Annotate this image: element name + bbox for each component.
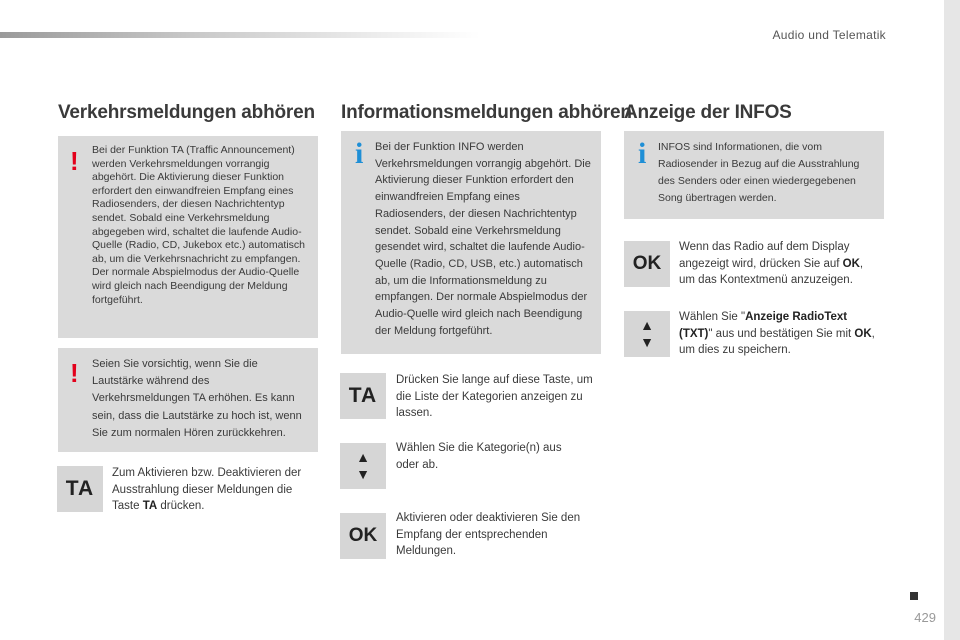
ok-context-menu-text: Wenn das Radio auf dem Display angezeigt wird, drücken Sie auf OK, um das Kontextmenü anzuzeigen. xyxy=(679,241,864,286)
arrow-down-icon: ▼ xyxy=(640,334,654,350)
page-marker xyxy=(910,592,918,600)
ta-key-icon: TA xyxy=(340,373,386,419)
ta-key-icon: TA xyxy=(57,466,103,512)
page-number: 429 xyxy=(914,610,936,625)
ta-longpress-text: Drücken Sie lange auf diese Taste, um die Liste der Kategorien anzeigen zu lassen. xyxy=(396,374,593,419)
arrow-keys-icon xyxy=(624,311,670,357)
heading-verkehrsmeldungen: Verkehrsmeldungen abhören xyxy=(58,102,315,123)
page-edge-strip xyxy=(944,0,960,640)
warning-text-volume: Seien Sie vorsichtig, wenn Sie die Lautstärke während des Verkehrsmeldungen TA erhöhen. Es kann sein, dass die Lautstärke zu hoch ist, wenn Sie zum normalen Hören zurückkehren. xyxy=(92,358,302,439)
warning-box-volume xyxy=(58,348,318,452)
warning-text-ta: Bei der Funktion TA (Traffic Announcement) werden Verkehrsmeldungen vorrangig abgehört. Die Aktivierung dieser Funktion erfordert den einwandfreien Empfang eines Radiosenders, der diesen Nachrichtentyp sendet. Sobald eine Verkehrsmeldung abgegeben wird, schaltet die laufende Audio-Quelle (Radio, CD, Jukebox etc.) automatisch ab, um die Verkehrsnachricht zu empfangen. Der normale Abspielmodus der Audio-Quelle wird gleich nach Beendigung der Meldung fortgeführt. xyxy=(92,144,306,306)
ta-toggle-text: Zum Aktivieren bzw. Deaktivieren der Ausstrahlung dieser Meldungen die Taste TA drücken. xyxy=(112,467,302,512)
ok-key-icon: OK xyxy=(340,513,386,559)
info-icon: i xyxy=(355,137,364,170)
info-box-info xyxy=(341,131,601,354)
arrow-down-icon: ▼ xyxy=(356,466,370,482)
info-text-infos: INFOS sind Informationen, die vom Radiosender in Bezug auf die Ausstrahlung des Senders oder einen wiedergegebenen Song übertragen werden. xyxy=(658,141,860,204)
info-box-infos xyxy=(624,131,884,219)
heading-anzeige-infos: Anzeige der INFOS xyxy=(624,102,792,123)
arrow-up-icon: ▲ xyxy=(356,449,370,465)
warning-icon: ! xyxy=(70,358,79,388)
ok-activate-text: Aktivieren oder deaktivieren Sie den Empfang der entsprechenden Meldungen. xyxy=(396,512,581,557)
radiotext-select-text: Wählen Sie "Anzeige RadioText (TXT)" aus und bestätigen Sie mit OK, um dies zu speichern. xyxy=(679,311,875,356)
arrow-keys-icon xyxy=(340,443,386,489)
ok-key-icon: OK xyxy=(624,241,670,287)
section-title: Audio und Telematik xyxy=(772,28,886,42)
warning-box-ta xyxy=(58,136,318,338)
heading-informationsmeldungen: Informationsmeldungen abhören xyxy=(341,102,632,123)
arrow-up-icon: ▲ xyxy=(640,317,654,333)
header-gradient-bar xyxy=(0,32,480,38)
info-text-info: Bei der Funktion INFO werden Verkehrsmeldungen vorrangig abgehört. Die Aktivierung dieser Funktion erfordert den einwandfreien Empfang eines Radiosenders, der diesen Nachrichtentyp sendet. Sobald eine Verkehrsmeldung gesendet wird, schaltet die laufende Audio-Quelle (Radio, CD, USB, etc.) automatisch ab, um die Informationsmeldung zu empfangen. Der normale Abspielmodus der Audio-Quelle wird gleich nach Beendigung der Meldung fortgeführt. xyxy=(375,141,591,337)
category-select-text: Wählen Sie die Kategorie(n) aus oder ab. xyxy=(396,442,562,471)
info-icon: i xyxy=(638,137,647,170)
warning-icon: ! xyxy=(70,146,79,176)
